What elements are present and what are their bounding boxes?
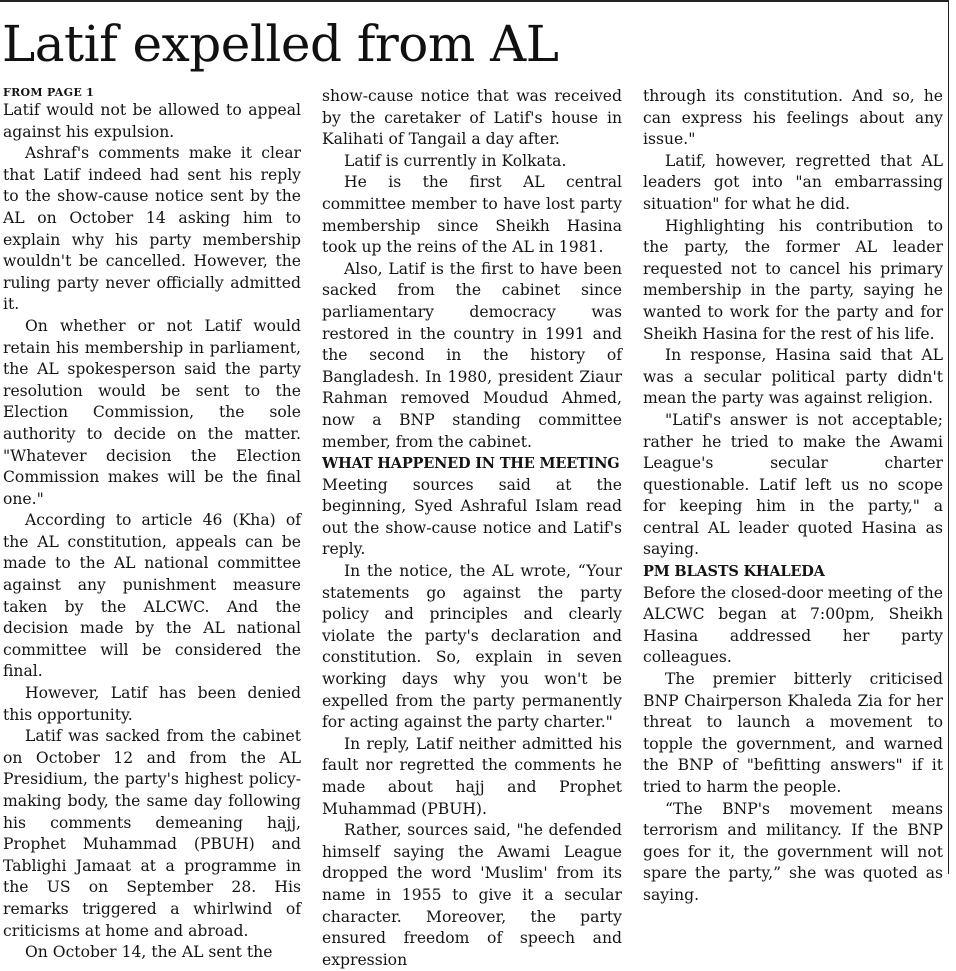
article-paragraph: In the notice, the AL wrote, “Your statements go against the party policy and principles and clearly violate the party's declaration and constitution. So, explain in seven working days why you won't be expelled from the party permanently for acting against the party charter." <box>322 562 622 732</box>
article-paragraph: Also, Latif is the first to have been sacked from the cabinet since parliamentary democracy was restored in the country in 1991 and the second in the history of Bangladesh. In 1980, president Ziaur Rahman removed Moudud Ahmed, now a BNP standing committee member, from the cabinet. <box>322 259 622 451</box>
article-paragraph: On October 14, the AL sent the <box>25 943 273 962</box>
section-subhead: WHAT HAPPENED IN THE MEETING <box>322 455 620 473</box>
article-paragraph: In reply, Latif neither admitted his fault nor regretted the comments he made about hajj and Prophet Muhammad (PBUH). <box>322 734 622 818</box>
article-paragraph: He is the first AL central committee member to have lost party membership since Sheikh Hasina took up the reins of the AL in 1981. <box>322 173 622 257</box>
dateline: FROM PAGE 1 <box>3 86 95 99</box>
article-paragraph: Latif is currently in Kolkata. <box>344 151 567 170</box>
article-paragraph: Meeting sources said at the beginning, Syed Ashraful Islam read out the show-cause notice and Latif's reply. <box>322 475 622 559</box>
article-paragraph: Latif was sacked from the cabinet on October 12 and from the AL Presidium, the party's highest policy-making body, the same day following his comments demeaning hajj, Prophet Muhammad (PBUH) and Tablighi Jamaat at a programme in the US on September 28. His remarks triggered a whirlwind of criticisms at home and abroad. <box>3 727 301 940</box>
column-2 <box>322 86 622 969</box>
article-paragraph: through its constitution. And so, he can express his feelings about any issue." <box>643 87 943 149</box>
article-paragraph: The premier bitterly criticised BNP Chairperson Khaleda Zia for her threat to launch a movement to topple the government, and warned the BNP of "befitting answers" if it tried to harm the people. <box>643 670 943 796</box>
article-paragraph: According to article 46 (Kha) of the AL constitution, appeals can be made to the AL national committee against any punishment measure taken by the ALCWC. And the decision made by the AL national committee will be considered the final. <box>3 511 301 681</box>
article-paragraph: Before the closed-door meeting of the ALCWC began at 7:00pm, Sheikh Hasina addressed her party colleagues. <box>643 583 943 667</box>
article-paragraph: Rather, sources said, "he defended himself saying the Awami League dropped the word 'Muslim' from its name in 1955 to give it a secular character. Moreover, the party ensured freedom of speech and expression <box>322 821 622 969</box>
article-paragraph: show-cause notice that was received by the caretaker of Latif's house in Kalihati of Tangail a day after. <box>322 87 622 149</box>
article-paragraph: “The BNP's movement means terrorism and militancy. If the BNP goes for it, the government will not spare the party,” she was quoted as saying. <box>643 799 943 904</box>
column-3 <box>643 86 943 904</box>
article-paragraph: Latif, however, regretted that AL leaders got into "an embarrassing situation" for what he did. <box>643 151 943 213</box>
article-paragraph: On whether or not Latif would retain his membership in parliament, the AL spokesperson said the party resolution would be sent to the Election Commission, the sole authority to decide on the matter. "Whatever decision the Election Commission makes will be the final one." <box>3 316 301 508</box>
headline: Latif expelled from AL <box>2 15 559 73</box>
column-1 <box>3 86 301 962</box>
section-subhead: PM BLASTS KHALEDA <box>643 563 825 581</box>
top-rule <box>0 0 948 2</box>
article-paragraph: Latif would not be allowed to appeal against his expulsion. <box>3 101 301 141</box>
article-paragraph: Highlighting his contribution to the party, the former AL leader requested not to cancel his primary membership in the party, saying he wanted to work for the party and for Sheikh Hasina for the rest of his life. <box>643 216 943 343</box>
article-paragraph: However, Latif has been denied this opportunity. <box>3 684 301 724</box>
article-paragraph: "Latif's answer is not acceptable; rather he tried to make the Awami League's secular charter questionable. Latif left us no scope for keeping him in the party," a central AL leader quoted Hasina as saying. <box>643 410 943 559</box>
article-paragraph: Ashraf's comments make it clear that Latif indeed had sent his reply to the show-cause notice sent by the AL on October 14 asking him to explain why his party membership wouldn't be cancelled. However, the ruling party never officially admitted it. <box>3 144 301 314</box>
right-rule <box>948 0 949 874</box>
article-paragraph: In response, Hasina said that AL was a secular political party didn't mean the party was against religion. <box>643 346 943 408</box>
